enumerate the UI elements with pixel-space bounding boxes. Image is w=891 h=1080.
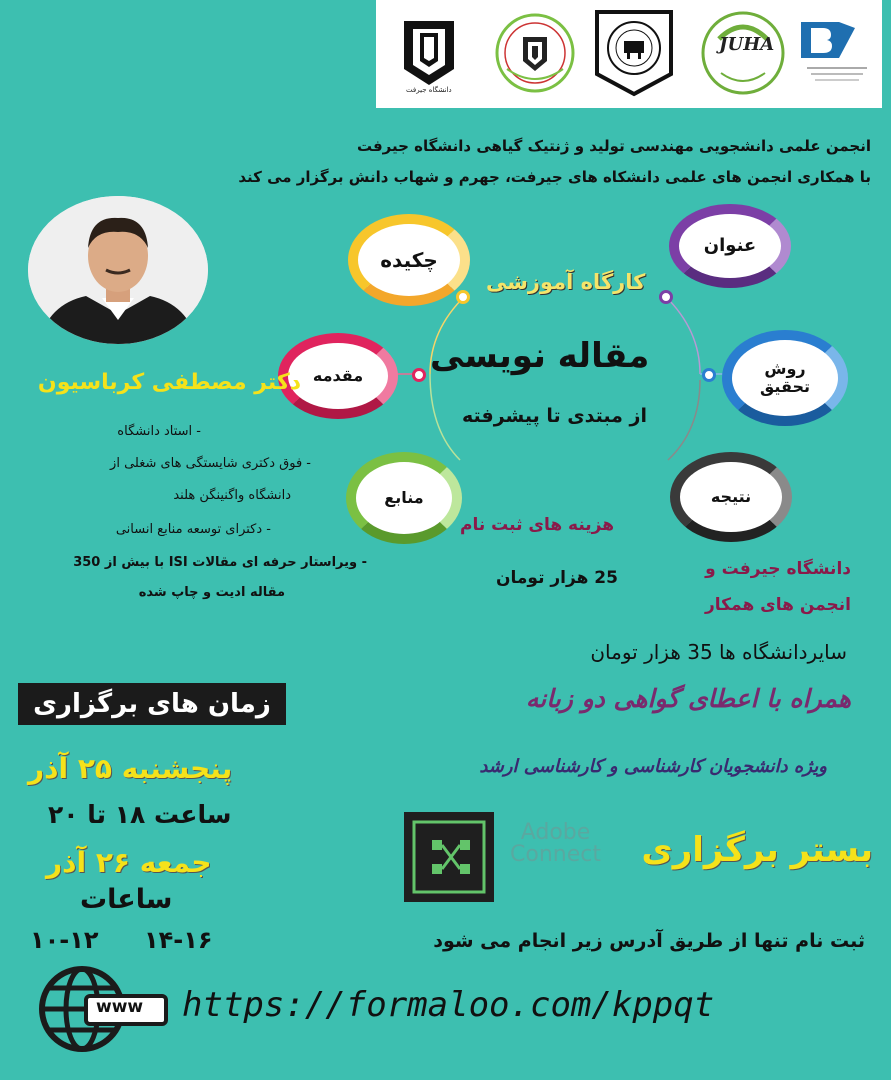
day1-time: ساعت ۱۸ تا ۲۰: [48, 800, 232, 829]
fees-partner-price: 25 هزار تومان: [496, 568, 618, 588]
node-result-label: نتیجه: [710, 486, 752, 506]
node-abstract-label: چکیده: [380, 247, 438, 272]
workshop-subtitle: کارگاه آموزشی: [486, 270, 646, 294]
node-abstract: [348, 214, 470, 306]
node-sources: [346, 452, 462, 544]
fees-partner-line-1: دانشگاه جیرفت و: [705, 559, 851, 579]
www-label: www: [96, 997, 144, 1017]
connector-dot-method: [702, 368, 716, 382]
fees-others: سایردانشگاه ها 35 هزار تومان: [590, 640, 847, 664]
teacher-name: دکتر مصطفی کرباسیون: [37, 370, 301, 395]
node-method-label: روش تحقیق: [759, 358, 810, 396]
node-result: [670, 452, 792, 542]
fees-partner-line-2: انجمن های همکار: [705, 595, 851, 615]
node-intro-label: مقدمه: [312, 365, 364, 385]
day2-slot-1: ۱۴-۱۶: [144, 926, 213, 954]
day1-date: پنجشنبه ۲۵ آذر: [28, 752, 233, 785]
connector-dot-intro: [412, 368, 426, 382]
adobe-brand-line-1: Adobe: [520, 820, 591, 845]
registration-url[interactable]: https://formaloo.com/kppqt: [182, 985, 715, 1025]
jiroft-caption: دانشگاه جیرفت: [406, 86, 452, 94]
node-title-label: عنوان: [703, 234, 757, 256]
workshop-level: از مبتدی تا پیشرفته: [462, 405, 647, 427]
node-sources-label: منابع: [384, 487, 424, 507]
header-line-1: انجمن علمی دانشجویی مهندسی تولید و ژنتیک گیاهی دانشگاه جیرفت: [356, 137, 871, 155]
registration-note: ثبت نام تنها از طریق آدرس زیر انجام می شود: [433, 930, 865, 952]
teacher-line: دانشگاه واگنینگن هلند: [173, 488, 291, 503]
teacher-line: مقاله ادیت و چاپ شده: [138, 585, 285, 600]
day2-label: ساعات: [80, 884, 173, 915]
teacher-line: - ویراستار حرفه ای مقالات ISI با بیش از 350: [73, 555, 367, 570]
adobe-connect-icon: [404, 812, 494, 902]
teacher-line: - استاد دانشگاه: [117, 424, 201, 439]
node-method: [722, 330, 848, 426]
day2-slot-2: ۱۰-۱۲: [30, 926, 99, 954]
workshop-title: مقاله نویسی: [430, 336, 650, 376]
day2-date: جمعه ۲۶ آذر: [46, 846, 212, 879]
header-line-2: با همکاری انجمن های علمی دانشکاه های جیرفت، جهرم و شهاب دانش برگزار می کند: [238, 168, 871, 186]
schedule-heading: زمان های برگزاری: [18, 683, 286, 725]
teacher-line: - دکترای توسعه منابع انسانی: [115, 522, 271, 537]
audience-text: ویژه دانشجویان کارشناسی و کارشناسی ارشد: [479, 756, 827, 777]
fees-heading: هزینه های ثبت نام: [460, 515, 615, 535]
certificate-text: همراه با اعطای گواهی دو زبانه: [525, 684, 851, 713]
node-title: [669, 204, 791, 288]
connector-dot-abstract: [456, 290, 470, 304]
platform-label: بستر برگزاری: [641, 830, 873, 870]
connector-dot-title: [659, 290, 673, 304]
adobe-brand-line-2: Connect: [510, 842, 601, 867]
juha-text: JUHA: [719, 34, 775, 55]
teacher-line: - فوق دکتری شایستگی های شغلی از: [110, 456, 311, 471]
adobe-connect-brand: [510, 822, 601, 866]
